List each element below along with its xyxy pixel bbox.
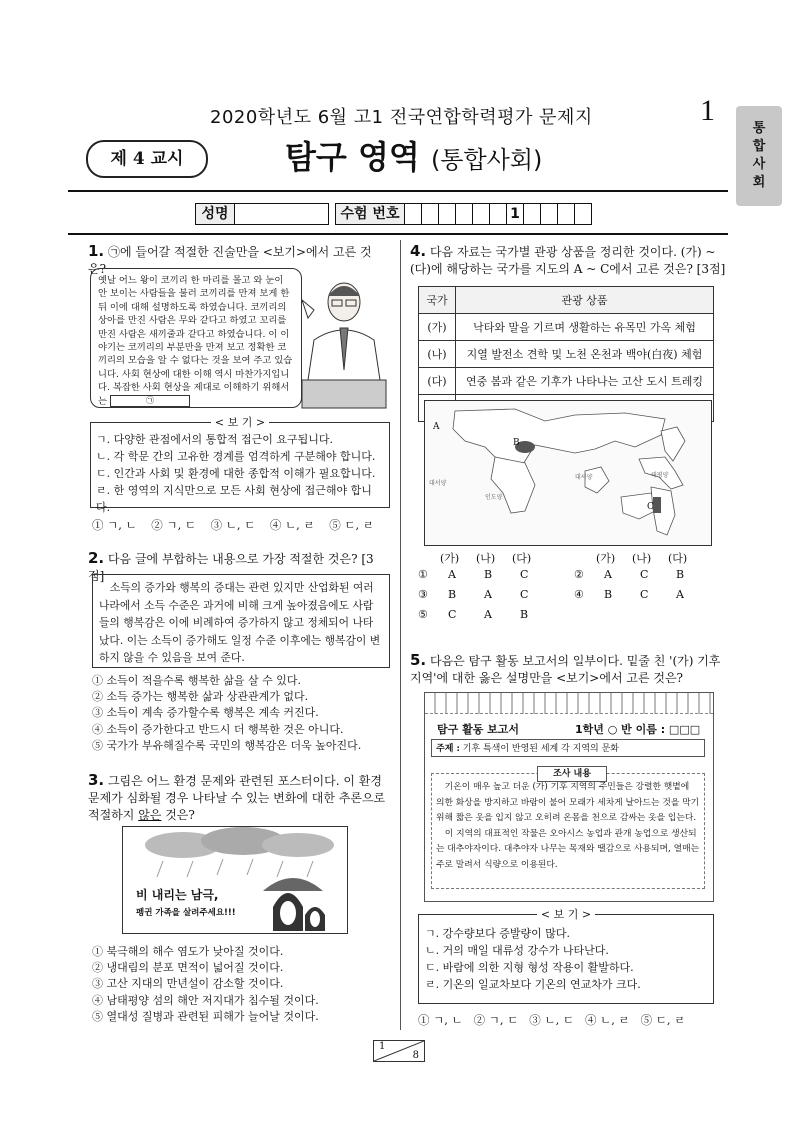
- subject-main: 탐구 영역: [285, 138, 420, 176]
- bogi-box-1: [90, 416, 390, 514]
- period-badge: 제 4 교시: [86, 140, 208, 178]
- question-text-underline: 않은: [138, 808, 162, 822]
- ocean-label: 대서양: [575, 474, 593, 481]
- exam-no-cell[interactable]: [404, 203, 422, 225]
- answer-choices[interactable]: ① ㄱ, ㄴ ② ㄱ, ㄷ ③ ㄴ, ㄷ ④ ㄴ, ㄹ ⑤ ㄷ, ㄹ: [92, 518, 374, 532]
- poster-line2: 펭귄 가족을 살려주세요!!!: [136, 908, 236, 918]
- table-row: (다) 연중 봄과 같은 기후가 나타나는 고산 도시 트레킹: [419, 368, 714, 395]
- content-paragraph: 기온이 매우 높고 더운 (가) 기후 지역의 주민들은 강렬한 햇볕에 의한 화상을 방지하고 바람이 불어 모래가 세차게 날아드는 것을 막기 위해 짧은 옷을 입지 않고 오히려 온몸을 천으로 감싸는 옷을 입는다.: [436, 782, 700, 823]
- bogi-box-5: [418, 908, 714, 1004]
- ocean-label: 대서양: [429, 480, 447, 487]
- answer-row[interactable]: ③ B A C: [418, 588, 529, 601]
- bogi-item: ㄹ. 기온의 일교차보다 기온의 연교차가 크다.: [425, 978, 641, 991]
- option[interactable]: ① 북극해의 해수 염도가 낮아질 것이다.: [92, 945, 284, 958]
- topic-text: 기후 특색이 반영된 세계 각 지역의 문화: [462, 744, 619, 754]
- report-title: 탐구 활동 보고서: [437, 723, 520, 736]
- exam-no-cell[interactable]: [523, 203, 541, 225]
- exam-no-cell[interactable]: [472, 203, 490, 225]
- answer-choices[interactable]: ① ㄱ, ㄴ ② ㄱ, ㄷ ③ ㄴ, ㄷ ④ ㄴ, ㄹ ⑤ ㄷ, ㄹ: [418, 1013, 686, 1027]
- content-label: 조사 내용: [537, 766, 607, 782]
- subject-sub: (통합사회): [430, 146, 543, 174]
- option[interactable]: ④ 남태평양 섬의 해안 저지대가 침수될 것이다.: [92, 993, 319, 1007]
- page-footer: [373, 1040, 425, 1062]
- topic-label: 주제 :: [436, 744, 460, 754]
- col-head: (다): [668, 552, 688, 565]
- answer-row[interactable]: ② A C B: [574, 568, 685, 581]
- map-label-c: C: [647, 502, 654, 512]
- question-3-stem: [88, 772, 393, 824]
- col-head: (다): [512, 552, 532, 565]
- option[interactable]: ⑤ 국가가 부유해질수록 국민의 행복감은 더욱 높아진다.: [92, 738, 362, 752]
- content-paragraph: 이 지역의 대표적인 작물은 오아시스 농업과 관개 농업으로 생산되는 대추야자이다. 대추야자 나무는 목재와 땔감으로 사용되며, 열매는 주로 말려서 식량으로 이용된다.: [436, 828, 700, 870]
- option[interactable]: ⑤ 열대성 질병과 관련된 피해가 늘어날 것이다.: [92, 1009, 319, 1023]
- col-head: (가): [596, 552, 616, 565]
- question-text: 다음은 탐구 활동 보고서의 일부이다. 밑줄 친 '(가) 기후 지역'에 대한 옳은 설명만을 <보기>에서 고른 것은?: [410, 654, 721, 685]
- header-rule: [68, 190, 728, 192]
- exam-no-cell[interactable]: [421, 203, 439, 225]
- option[interactable]: ② 냉대림의 분포 면적이 넓어질 것이다.: [92, 961, 284, 975]
- table-row: (나) 지열 발전소 견학 및 노천 온천과 백야(白夜) 체험: [419, 341, 714, 368]
- report-card: [424, 692, 714, 902]
- exam-no-label: 수험 번호: [335, 203, 405, 225]
- question-number: 1.: [88, 242, 105, 260]
- ocean-label: 태평양: [651, 472, 669, 479]
- exam-no-cell[interactable]: [574, 203, 592, 225]
- question-3-options: [92, 944, 319, 1025]
- bogi-title: < 보 기 >: [537, 908, 595, 921]
- passage-box: 소득의 증가와 행복의 증대는 관련 있지만 산업화된 여러 나라에서 소득 수준은 과거에 비해 크게 높아졌음에도 사람들의 행복감은 이에 비례하여 증가하지 않고 정체되어 나타났다. 이는 소득이 증가해도 일정 수준 이후에는 행복감이 변하지 않을 수 있음을 보여 준다.: [92, 574, 390, 668]
- question-number: 3.: [88, 771, 105, 789]
- question-text: 그림은 어느 환경 문제와 관련된 포스터이다. 이 환경 문제가 심화될 경우 나타날 수 있는 변화에 대한 추론으로 적절하지: [88, 774, 386, 822]
- question-2-options: [92, 673, 361, 754]
- column-divider: [400, 240, 401, 1030]
- exam-title: 2020학년도 6월 고1 전국연합학력평가 문제지: [210, 107, 593, 128]
- bogi-item: ㄱ. 강수량보다 증발량이 많다.: [425, 927, 570, 940]
- name-label: 성명: [195, 203, 235, 225]
- bogi-title: < 보 기 >: [211, 416, 269, 429]
- question-5-stem: [410, 652, 726, 687]
- table-row: (가) 낙타와 말을 기르며 생활하는 유목민 가옥 체험: [419, 314, 714, 341]
- speech-bubble: [90, 268, 302, 408]
- option[interactable]: ② 소득 증가는 행복한 삶과 상관관계가 없다.: [92, 690, 309, 704]
- col-head: (가): [440, 552, 460, 565]
- poster-line1: 비 내리는 남극,: [136, 888, 219, 902]
- exam-no-cell[interactable]: [557, 203, 575, 225]
- question-4-stem: [410, 243, 726, 278]
- bogi-item: ㄱ. 다양한 관점에서의 통합적 접근이 요구됩니다.: [96, 433, 333, 446]
- bogi-item: ㄷ. 인간과 사회 및 환경에 대한 종합적 이해가 필요합니다.: [96, 467, 376, 480]
- option[interactable]: ④ 소득이 증가한다고 반드시 더 행복한 것은 아니다.: [92, 722, 344, 736]
- report-content: [431, 773, 705, 889]
- question-number: 4.: [410, 242, 427, 260]
- name-field[interactable]: [234, 203, 329, 225]
- table-header: 국가: [419, 287, 456, 314]
- world-map: [424, 400, 712, 546]
- answer-row[interactable]: ④ B C A: [574, 588, 684, 601]
- option[interactable]: ③ 소득이 계속 증가할수록 행복은 계속 커진다.: [92, 706, 319, 720]
- bogi-item: ㄴ. 거의 매일 대류성 강수가 나타난다.: [425, 944, 609, 957]
- report-topic: [431, 739, 705, 757]
- question-text-end: 것은?: [161, 808, 195, 822]
- col-head: (나): [632, 552, 652, 565]
- teacher-illustration: [296, 270, 392, 410]
- footer-total: 8: [412, 1050, 419, 1061]
- exam-no-cell[interactable]: [489, 203, 507, 225]
- answer-row[interactable]: ⑤ C A B: [418, 608, 529, 621]
- header-rule-2: [68, 233, 728, 235]
- exam-no-cell[interactable]: [455, 203, 473, 225]
- subject-title: [285, 132, 542, 178]
- subject-side-tab: [736, 106, 782, 206]
- exam-no-cell[interactable]: [540, 203, 558, 225]
- col-head: (나): [476, 552, 496, 565]
- exam-no-cell[interactable]: [438, 203, 456, 225]
- report-student: 1학년 ○ 반 이름 : □□□: [575, 723, 701, 736]
- page-number: 1: [700, 94, 715, 127]
- option[interactable]: ① 소득이 적을수록 행복한 삶을 살 수 있다.: [92, 674, 301, 687]
- question-text: 다음 자료는 국가별 관광 상품을 정리한 것이다. (가) ~ (다)에 해당하는 국가를 지도의 A ~ C에서 고른 것은? [3점]: [410, 245, 726, 276]
- bogi-item: ㄴ. 각 학문 간의 고유한 경계를 엄격하게 구분해야 합니다.: [96, 450, 376, 463]
- question-text: 다음 글에 부합하는 내용으로 가장 적절한 것은? [3점]: [88, 552, 374, 583]
- question-number: 2.: [88, 549, 105, 567]
- ocean-label: 인도양: [485, 494, 503, 501]
- bogi-item: ㄷ. 바람에 의한 지형 형성 작용이 활발하다.: [425, 961, 634, 974]
- question-text: ㉠에 들어갈 적절한 진술만을 <보기>에서 고른 것은?: [88, 245, 372, 276]
- speech-text: 옛날 어느 왕이 코끼리 한 마리를 몰고 와 눈이 안 보이는 사람들을 불러 코끼리를 만져 보게 한 뒤 이에 대해 설명하도록 하였습니다. 코끼리의 상아를 만진 사람은 무와 같다고 하였고 꼬리를 만진 사람은 새끼줄과 같다고 하였습니다. 이 이야기는 코끼리의 부분만을 만져 보고 정확한 코끼리의 모습을 알 수 없다는 것을 보여 주고 있습니다. 사회 현상에 대한 이해 역시 마찬가지입니다. 복잡한 사회 현상을 제대로 이해하기 위해서는: [98, 275, 293, 407]
- table-header: 관광 상품: [456, 287, 714, 314]
- world-map-svg: [425, 401, 711, 545]
- bogi-item: ㄹ. 한 영역의 지식만으로 모든 사회 현상에 접근해야 합니다.: [96, 484, 372, 514]
- option[interactable]: ③ 고산 지대의 만년설이 감소할 것이다.: [92, 977, 284, 991]
- side-tab-label: 통합사회: [752, 121, 766, 190]
- blank-box: ㉠: [110, 395, 190, 407]
- answer-row[interactable]: ① A B C: [418, 568, 529, 581]
- footer-page: 1: [379, 1041, 386, 1052]
- map-label-a: A: [433, 422, 440, 432]
- map-label-b: B: [513, 438, 520, 448]
- question-number: 5.: [410, 651, 427, 669]
- exam-no-cell: 1: [506, 203, 524, 225]
- spiral-binding: [425, 693, 713, 714]
